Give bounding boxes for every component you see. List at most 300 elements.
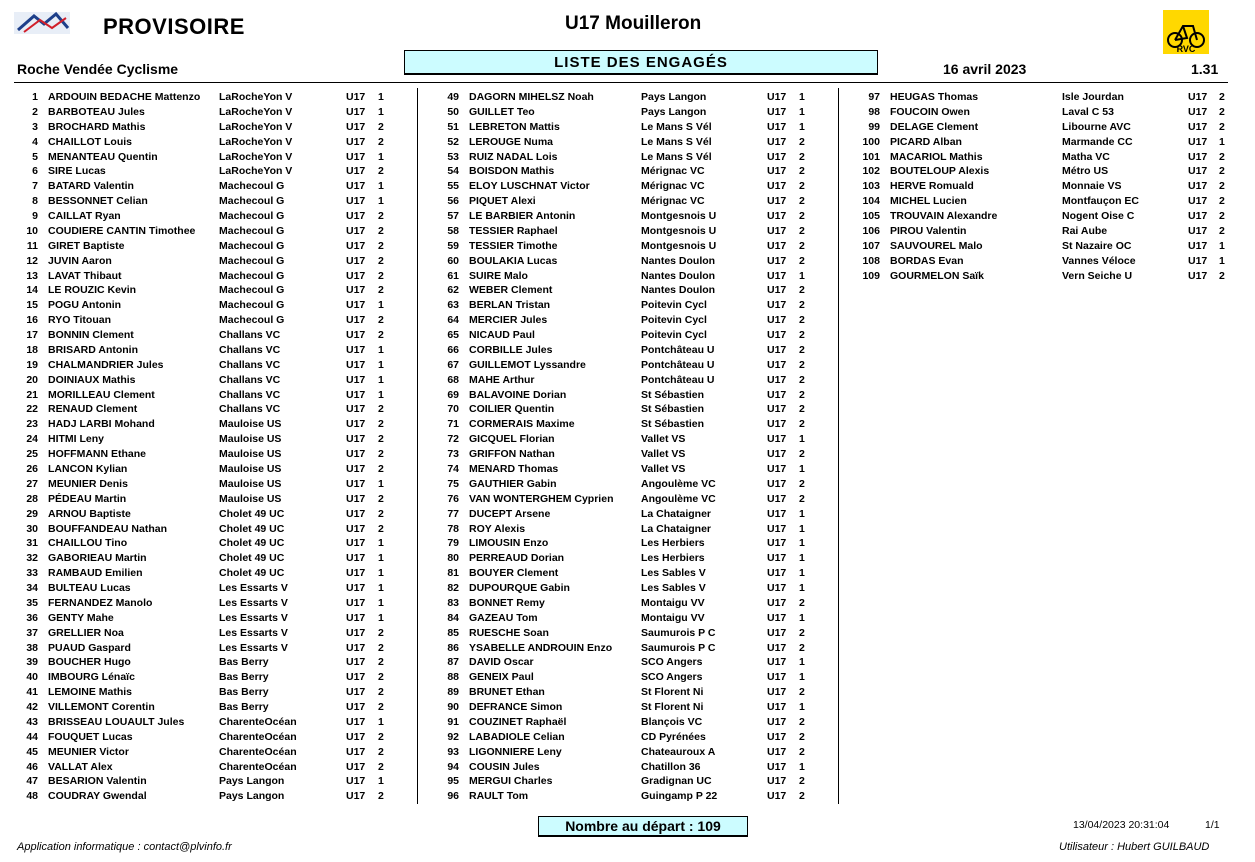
entry-club: Pontchâteau U — [641, 343, 715, 356]
entry-number: 26 — [26, 463, 38, 475]
table-row — [0, 761, 1255, 776]
entry-name: LANCON Kylian — [48, 463, 128, 475]
entry-level: 1 — [799, 507, 805, 520]
table-row — [0, 344, 1255, 359]
entry-category: U17 — [767, 150, 787, 163]
entry-club: Les Essarts V — [219, 596, 288, 609]
entry-category: U17 — [346, 343, 366, 356]
entry-category: U17 — [346, 388, 366, 401]
entry-level: 2 — [799, 745, 805, 758]
entry-level: 2 — [1219, 165, 1225, 178]
entry-club: Blançois VC — [641, 715, 703, 728]
entry-number: 42 — [26, 701, 38, 714]
entry-category: U17 — [767, 239, 787, 252]
entry-level: 2 — [378, 730, 384, 743]
entry-name: CHALMANDRIER Jules — [48, 358, 164, 371]
entry-name: BRUNET Ethan — [469, 686, 545, 699]
entry-category: U17 — [346, 656, 366, 669]
entry-number: 3 — [32, 120, 38, 133]
entry-club: Challans VC — [219, 343, 281, 356]
entry-level: 1 — [1219, 135, 1225, 148]
table-row — [0, 612, 1255, 627]
entry-name: VALLAT Alex — [48, 760, 113, 773]
entry-level: 1 — [378, 358, 384, 371]
entry-level: 1 — [378, 105, 384, 118]
table-row — [0, 463, 1255, 478]
entry-category: U17 — [767, 343, 787, 356]
entry-name: MENANTEAU Quentin — [48, 150, 158, 163]
entry-level: 2 — [378, 254, 384, 267]
entry-name: YSABELLE ANDROUIN Enzo — [469, 641, 613, 654]
entry-level: 2 — [378, 686, 384, 699]
entry-club: Mauloise US — [219, 463, 282, 475]
entry-club: LaRocheYon V — [219, 165, 293, 178]
entry-name: VILLEMONT Corentin — [48, 701, 155, 714]
entry-number: 87 — [447, 656, 459, 669]
entry-level: 1 — [799, 582, 805, 595]
entry-level: 2 — [378, 463, 384, 475]
entry-number: 82 — [447, 582, 459, 595]
entry-number: 68 — [447, 373, 459, 386]
entry-name: HERVE Romuald — [890, 180, 974, 193]
entry-club: Chateauroux A — [641, 745, 716, 758]
entry-name: RAULT Tom — [469, 790, 529, 803]
entry-category: U17 — [346, 537, 366, 550]
entry-level: 1 — [378, 567, 384, 580]
entry-category: U17 — [346, 671, 366, 684]
entry-number: 2 — [32, 105, 38, 118]
entry-number: 8 — [32, 195, 38, 208]
entry-name: BOUTELOUP Alexis — [890, 165, 990, 178]
entry-number: 77 — [447, 507, 459, 520]
entry-level: 1 — [799, 105, 805, 118]
entry-level: 2 — [799, 448, 805, 461]
entry-name: COUDRAY Gwendal — [48, 790, 147, 803]
entry-number: 50 — [447, 105, 459, 118]
entry-category: U17 — [346, 701, 366, 714]
entry-club: Challans VC — [219, 329, 281, 342]
entry-level: 2 — [1219, 150, 1225, 163]
entry-level: 2 — [1219, 269, 1225, 282]
entry-number: 33 — [26, 567, 38, 580]
entry-level: 2 — [1219, 120, 1225, 133]
entry-number: 18 — [26, 343, 38, 356]
entry-name: PICARD Alban — [890, 135, 962, 148]
entry-category: U17 — [346, 582, 366, 595]
entry-level: 2 — [799, 403, 805, 416]
event-title: U17 Mouilleron — [565, 13, 702, 34]
entry-club: Les Essarts V — [219, 626, 288, 639]
entry-category: U17 — [767, 507, 787, 520]
entry-number: 80 — [447, 552, 459, 565]
entry-club: La Chataigner — [641, 522, 712, 535]
entry-category: U17 — [767, 210, 787, 223]
entry-number: 9 — [32, 210, 38, 223]
entry-level: 2 — [799, 641, 805, 654]
table-row — [0, 567, 1255, 582]
entry-name: BOUFFANDEAU Nathan — [48, 522, 168, 535]
entry-category: U17 — [767, 760, 787, 773]
entry-number: 71 — [447, 418, 459, 431]
entry-level: 2 — [378, 656, 384, 669]
table-row — [0, 121, 1255, 136]
entry-club: Bas Berry — [219, 701, 269, 714]
entry-name: RYO Titouan — [48, 314, 111, 327]
entry-number: 86 — [447, 641, 459, 654]
table-row — [0, 523, 1255, 538]
entry-club: LaRocheYon V — [219, 120, 293, 133]
table-row — [0, 552, 1255, 567]
entry-name: GOURMELON Saïk — [890, 269, 984, 282]
entry-level: 1 — [378, 180, 384, 193]
entry-number: 96 — [447, 790, 459, 803]
entry-club: LaRocheYon V — [219, 135, 293, 148]
entry-name: COUDIERE CANTIN Timothee — [48, 224, 196, 237]
entry-club: Machecoul G — [219, 314, 285, 327]
entry-level: 2 — [378, 522, 384, 535]
entry-name: POGU Antonin — [48, 299, 122, 312]
entry-number: 76 — [447, 492, 459, 505]
entry-level: 1 — [378, 373, 384, 386]
entry-club: Le Mans S Vél — [641, 135, 712, 148]
entry-club: Cholet 49 UC — [219, 507, 285, 520]
entry-name: VAN WONTERGHEM Cyprien — [469, 492, 614, 505]
table-row — [0, 433, 1255, 448]
table-row — [0, 91, 1255, 106]
entry-club: Mérignac VC — [641, 180, 705, 193]
entry-category: U17 — [767, 418, 787, 431]
entry-number: 65 — [447, 329, 459, 342]
entry-level: 2 — [1219, 224, 1225, 237]
entry-club: St Florent Ni — [641, 701, 704, 714]
entry-club: Cholet 49 UC — [219, 552, 285, 565]
entry-category: U17 — [767, 165, 787, 178]
entry-category: U17 — [767, 730, 787, 743]
entry-level: 2 — [799, 165, 805, 178]
entry-club: Isle Jourdan — [1062, 91, 1124, 103]
entry-club: Machecoul G — [219, 299, 285, 312]
provisional-label: PROVISOIRE — [103, 14, 245, 39]
entry-club: Machecoul G — [219, 224, 285, 237]
entry-club: Pays Langon — [641, 91, 707, 103]
entry-category: U17 — [767, 91, 787, 103]
table-row — [0, 537, 1255, 552]
entry-level: 1 — [378, 477, 384, 490]
entry-level: 2 — [378, 135, 384, 148]
entry-number: 63 — [447, 299, 459, 312]
entry-number: 54 — [447, 165, 459, 178]
entry-club: Poitevin Cycl — [641, 299, 707, 312]
entry-level: 2 — [378, 329, 384, 342]
entry-number: 93 — [447, 745, 459, 758]
entry-category: U17 — [346, 567, 366, 580]
user-info: Utilisateur : Hubert GUILBAUD — [1059, 841, 1210, 853]
entry-number: 10 — [26, 224, 38, 237]
entry-club: Les Herbiers — [641, 552, 705, 565]
entry-number: 43 — [26, 715, 38, 728]
entry-number: 66 — [447, 343, 459, 356]
print-timestamp: 13/04/2023 20:31:04 — [1073, 819, 1170, 831]
entry-number: 49 — [447, 91, 459, 103]
entry-number: 85 — [447, 626, 459, 639]
entry-name: RAMBAUD Emilien — [48, 567, 143, 580]
organizer-club: Roche Vendée Cyclisme — [17, 61, 179, 77]
entry-level: 2 — [378, 507, 384, 520]
entry-category: U17 — [346, 448, 366, 461]
entry-number: 36 — [26, 611, 38, 624]
table-row — [0, 284, 1255, 299]
entry-level: 2 — [1219, 180, 1225, 193]
entry-level: 1 — [378, 195, 384, 208]
entry-club: Chatillon 36 — [641, 760, 701, 773]
entry-club: Les Herbiers — [641, 537, 705, 550]
entry-category: U17 — [346, 433, 366, 446]
table-row — [0, 329, 1255, 344]
entry-name: GRELLIER Noa — [48, 626, 124, 639]
entry-number: 74 — [447, 463, 459, 475]
entry-level: 1 — [378, 715, 384, 728]
entry-category: U17 — [346, 403, 366, 416]
entry-name: LIMOUSIN Enzo — [469, 537, 549, 550]
entry-number: 101 — [862, 150, 880, 163]
table-row — [0, 478, 1255, 493]
entry-number: 73 — [447, 448, 459, 461]
entry-club: St Nazaire OC — [1062, 239, 1132, 252]
entry-category: U17 — [346, 507, 366, 520]
table-row — [0, 314, 1255, 329]
entry-category: U17 — [346, 775, 366, 788]
entry-name: RUESCHE Soan — [469, 626, 549, 639]
entry-level: 1 — [799, 269, 805, 282]
entry-name: PUAUD Gaspard — [48, 641, 131, 654]
entry-club: Montaigu VV — [641, 596, 705, 609]
entry-club: Les Essarts V — [219, 641, 288, 654]
entry-category: U17 — [767, 284, 787, 297]
entry-club: Montgesnois U — [641, 210, 717, 223]
entry-number: 92 — [447, 730, 459, 743]
race-code: 1.31 — [1191, 61, 1219, 77]
entry-category: U17 — [767, 329, 787, 342]
entry-category: U17 — [1188, 269, 1208, 282]
entry-club: CharenteOcéan — [219, 760, 297, 773]
entry-level: 2 — [799, 299, 805, 312]
entry-name: GABORIEAU Martin — [48, 552, 147, 565]
entry-number: 44 — [26, 730, 38, 743]
entry-club: Rai Aube — [1062, 224, 1108, 237]
entry-category: U17 — [346, 195, 366, 208]
entry-number: 51 — [447, 120, 459, 133]
entry-club: Pays Langon — [219, 775, 285, 788]
entry-category: U17 — [767, 626, 787, 639]
entry-name: LEBRETON Mattis — [469, 120, 560, 133]
entry-level: 2 — [799, 388, 805, 401]
table-row — [0, 151, 1255, 166]
entry-name: BESSONNET Celian — [48, 195, 148, 208]
entry-club: Bas Berry — [219, 671, 269, 684]
entry-category: U17 — [346, 418, 366, 431]
entry-name: BOULAKIA Lucas — [469, 254, 558, 267]
entry-number: 109 — [862, 269, 880, 282]
entry-number: 89 — [447, 686, 459, 699]
entry-level: 2 — [799, 730, 805, 743]
entry-club: Les Sables V — [641, 582, 706, 595]
entry-name: HITMI Leny — [48, 433, 105, 446]
entry-club: Bas Berry — [219, 686, 269, 699]
entry-category: U17 — [767, 656, 787, 669]
entry-number: 30 — [26, 522, 38, 535]
entry-category: U17 — [346, 135, 366, 148]
entry-club: Mérignac VC — [641, 165, 705, 178]
entry-name: ROY Alexis — [469, 522, 526, 535]
entry-level: 2 — [799, 477, 805, 490]
entry-level: 2 — [378, 745, 384, 758]
entry-level: 1 — [378, 552, 384, 565]
entry-category: U17 — [346, 552, 366, 565]
entry-level: 2 — [378, 224, 384, 237]
entry-club: Les Essarts V — [219, 611, 288, 624]
entry-name: BARBOTEAU Jules — [48, 105, 145, 118]
entry-level: 2 — [799, 418, 805, 431]
entry-club: Pontchâteau U — [641, 373, 715, 386]
entry-club: Montfauçon EC — [1062, 195, 1139, 208]
table-row — [0, 775, 1255, 790]
entry-category: U17 — [1188, 105, 1208, 118]
entry-club: Challans VC — [219, 403, 281, 416]
entry-name: MERCIER Jules — [469, 314, 548, 327]
entry-name: COILIER Quentin — [469, 403, 555, 416]
entry-name: CHAILLOT Louis — [48, 135, 132, 148]
entry-name: LE BARBIER Antonin — [469, 210, 576, 223]
entry-number: 31 — [26, 537, 38, 550]
entry-club: St Sébastien — [641, 403, 705, 416]
entry-level: 2 — [1219, 91, 1225, 103]
entry-level: 2 — [799, 254, 805, 267]
table-row — [0, 195, 1255, 210]
entry-number: 104 — [862, 195, 880, 208]
table-row — [0, 106, 1255, 121]
entry-name: TROUVAIN Alexandre — [890, 210, 998, 223]
entry-level: 1 — [799, 611, 805, 624]
table-row — [0, 716, 1255, 731]
entry-level: 2 — [378, 239, 384, 252]
entry-level: 2 — [378, 448, 384, 461]
entry-name: GENTY Mahe — [48, 611, 114, 624]
entry-name: MEUNIER Victor — [48, 745, 129, 758]
entry-name: GAZEAU Tom — [469, 611, 538, 624]
table-row — [0, 582, 1255, 597]
entry-name: BOISDON Mathis — [469, 165, 555, 178]
table-row — [0, 701, 1255, 716]
entry-category: U17 — [1188, 180, 1208, 193]
table-row — [0, 493, 1255, 508]
entry-name: MACARIOL Mathis — [890, 150, 983, 163]
entry-level: 2 — [799, 284, 805, 297]
entry-number: 11 — [26, 239, 38, 252]
entry-category: U17 — [767, 403, 787, 416]
entry-name: BOUCHER Hugo — [48, 656, 131, 669]
page-number: 1/1 — [1205, 819, 1220, 831]
entry-category: U17 — [767, 388, 787, 401]
entry-category: U17 — [346, 626, 366, 639]
entry-club: Saumurois P C — [641, 641, 716, 654]
entry-name: ARNOU Baptiste — [48, 507, 131, 520]
entry-level: 2 — [799, 314, 805, 327]
entry-level: 2 — [378, 671, 384, 684]
entry-number: 46 — [26, 760, 38, 773]
entry-name: MERGUI Charles — [469, 775, 553, 788]
entry-category: U17 — [767, 582, 787, 595]
entry-club: CharenteOcéan — [219, 715, 297, 728]
entry-name: FOUCOIN Owen — [890, 105, 970, 118]
entry-club: Cholet 49 UC — [219, 537, 285, 550]
entry-category: U17 — [767, 433, 787, 446]
entry-category: U17 — [767, 299, 787, 312]
entry-level: 1 — [378, 582, 384, 595]
entry-number: 69 — [447, 388, 459, 401]
table-row — [0, 136, 1255, 151]
entry-club: Saumurois P C — [641, 626, 716, 639]
entry-category: U17 — [346, 254, 366, 267]
entry-category: U17 — [1188, 150, 1208, 163]
table-row — [0, 790, 1255, 805]
entry-name: CORMERAIS Maxime — [469, 418, 575, 431]
table-row — [0, 642, 1255, 657]
entry-category: U17 — [767, 686, 787, 699]
entry-name: DAVID Oscar — [469, 656, 534, 669]
entry-category: U17 — [1188, 254, 1208, 267]
entry-number: 55 — [447, 180, 459, 193]
entry-club: CD Pyrénées — [641, 730, 706, 743]
entry-number: 58 — [447, 224, 459, 237]
starters-count-box: Nombre au départ : 109 — [538, 816, 748, 837]
entry-club: Libourne AVC — [1062, 120, 1131, 133]
entry-number: 70 — [447, 403, 459, 416]
entry-name: RUIZ NADAL Lois — [469, 150, 558, 163]
table-row — [0, 299, 1255, 314]
entry-number: 67 — [447, 358, 459, 371]
entry-category: U17 — [767, 671, 787, 684]
entry-name: DELAGE Clement — [890, 120, 979, 133]
entry-club: Angoulème VC — [641, 477, 716, 490]
entry-number: 75 — [447, 477, 459, 490]
entry-number: 103 — [862, 180, 880, 193]
entry-number: 57 — [447, 210, 459, 223]
entry-category: U17 — [767, 120, 787, 133]
entry-club: Montgesnois U — [641, 239, 717, 252]
entry-name: COUSIN Jules — [469, 760, 540, 773]
entry-number: 100 — [862, 135, 880, 148]
entry-category: U17 — [1188, 239, 1208, 252]
entry-category: U17 — [346, 611, 366, 624]
entry-club: CharenteOcéan — [219, 730, 297, 743]
entry-name: BESARION Valentin — [48, 775, 147, 788]
entry-name: LEMOINE Mathis — [48, 686, 133, 699]
entry-level: 2 — [378, 210, 384, 223]
entry-name: PIQUET Alexi — [469, 195, 536, 208]
table-row — [0, 686, 1255, 701]
entry-number: 91 — [447, 715, 459, 728]
table-row — [0, 270, 1255, 285]
entry-club: LaRocheYon V — [219, 91, 293, 103]
entry-number: 39 — [26, 656, 38, 669]
entry-name: LIGONNIERE Leny — [469, 745, 562, 758]
entry-club: SCO Angers — [641, 656, 703, 669]
entry-name: COUZINET Raphaël — [469, 715, 567, 728]
entry-club: Nantes Doulon — [641, 254, 716, 267]
entry-club: Vallet VS — [641, 463, 686, 475]
entry-name: LE ROUZIC Kevin — [48, 284, 137, 297]
entry-name: MORILLEAU Clement — [48, 388, 155, 401]
